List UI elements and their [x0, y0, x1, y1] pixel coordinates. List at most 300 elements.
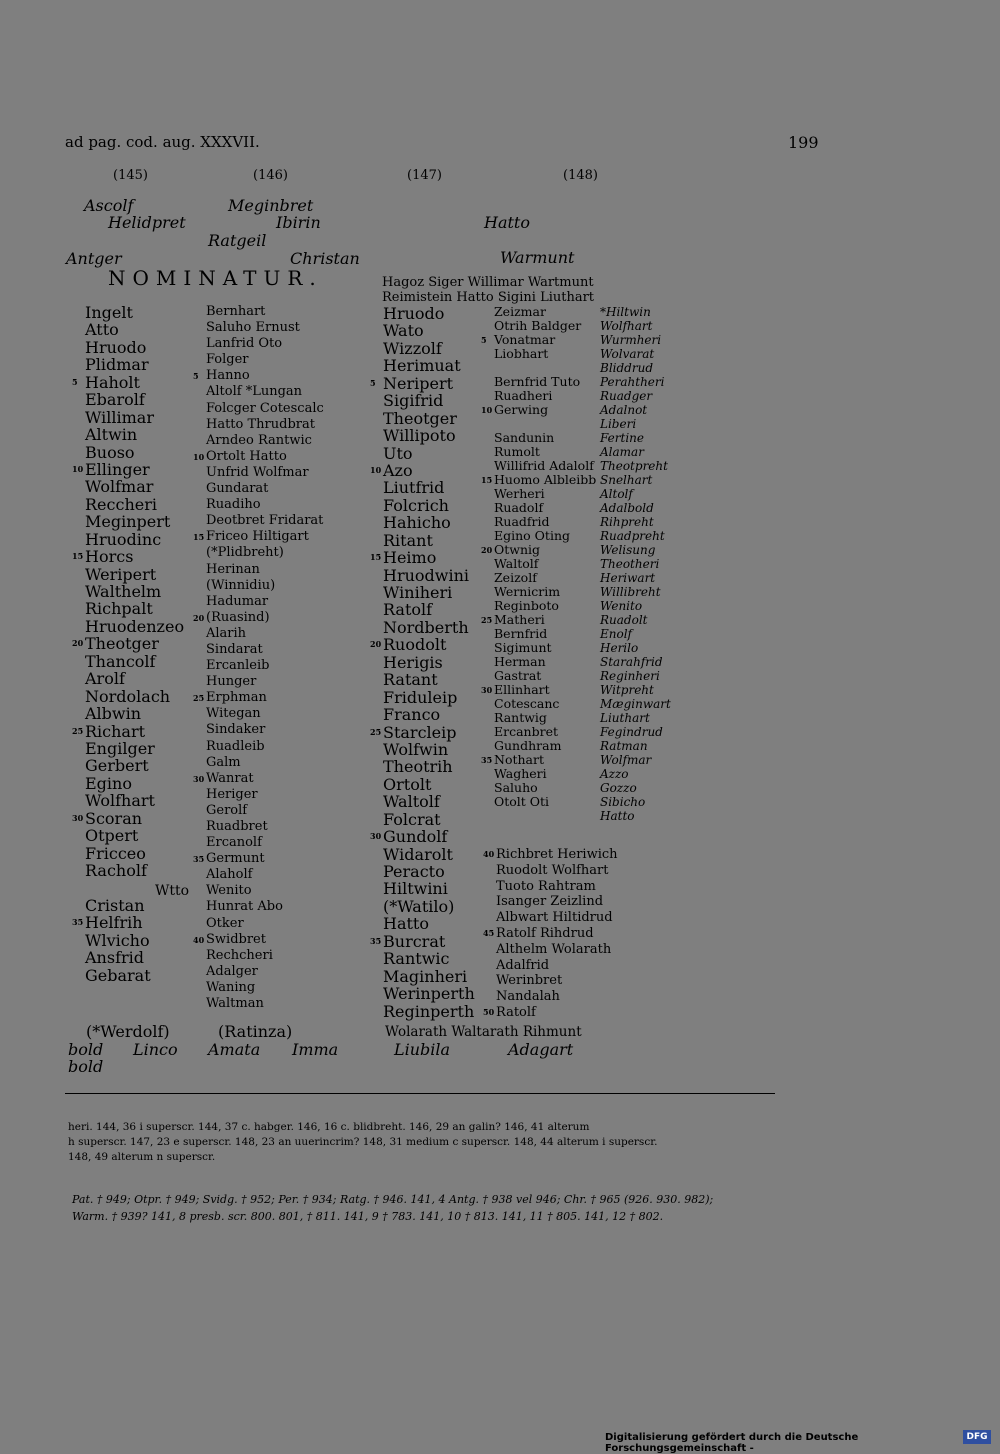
name-row — [206, 417, 324, 433]
name-row — [85, 688, 184, 705]
name-row — [383, 532, 475, 549]
name-text: Scoran — [85, 808, 143, 828]
name-row — [494, 767, 596, 781]
name-text: Egino Oting — [494, 528, 570, 543]
name-row — [496, 958, 618, 974]
line-number: 10 — [193, 451, 205, 462]
name-row: Rihpreht — [600, 515, 654, 529]
name-row — [383, 497, 475, 514]
line-number: 20 — [193, 612, 205, 623]
name-row — [206, 916, 324, 932]
head-hatto: Hatto — [484, 213, 530, 232]
name-text: Alaholf — [206, 867, 253, 883]
name-row: Theotheri — [600, 557, 660, 571]
name-row — [481, 752, 596, 767]
column-number-145: (145) — [113, 168, 148, 183]
line-number: 25 — [370, 726, 382, 737]
name-row — [206, 674, 324, 690]
name-row — [85, 304, 184, 321]
name-text: Egino — [85, 773, 132, 793]
name-row — [383, 706, 475, 723]
name-row — [206, 336, 324, 352]
name-row — [206, 578, 324, 594]
name-row — [206, 996, 324, 1012]
name-text: Sigifrid — [383, 391, 444, 411]
name-text: (Winnidiu) — [206, 577, 276, 593]
name-row — [85, 391, 184, 408]
name-row — [206, 658, 324, 674]
name-row — [85, 513, 184, 530]
name-row — [206, 497, 324, 513]
name-row — [206, 980, 324, 996]
name-text: Ratant — [383, 670, 438, 690]
dfg-credit: Digitalisierung gefördert durch die Deutsche Forschungsgemeinschaft - — [605, 1432, 859, 1454]
name-row — [494, 445, 596, 459]
name-text: Ercanleib — [206, 658, 270, 674]
line-number: 10 — [370, 464, 382, 475]
name-row — [481, 542, 596, 557]
name-text: Altolf *Lungan — [206, 384, 303, 400]
name-text: Uto — [383, 443, 413, 463]
name-row — [494, 305, 596, 319]
name-text: Ruadleib — [206, 738, 265, 754]
name-text: Hiltwini — [383, 879, 448, 899]
name-row — [206, 964, 324, 980]
name-text: Nothart — [494, 752, 544, 767]
column-147-intro — [382, 276, 594, 305]
name-row — [85, 444, 184, 461]
name-row: Heriwart — [600, 571, 656, 585]
name-row — [206, 642, 324, 658]
name-row — [85, 478, 184, 495]
line-number: 5 — [481, 335, 487, 345]
name-text: Wernicrim — [494, 584, 561, 599]
name-text: Hahicho — [383, 513, 451, 533]
footnote-line: h superscr. 147, 23 e superscr. 148, 23 an uuerincrim? 148, 31 medium c superscr. 148, 44 alterum i superscr. — [68, 1136, 658, 1148]
imma-entry: Imma — [292, 1040, 339, 1059]
name-text: Ellinger — [85, 459, 150, 479]
name-row — [494, 375, 596, 389]
name-text: Rechcheri — [206, 947, 273, 963]
line-number: 40 — [193, 934, 205, 945]
name-row — [206, 433, 324, 449]
name-row — [494, 487, 596, 501]
name-text: Horcs — [85, 547, 134, 567]
name-row: Snelhart — [600, 473, 653, 487]
name-row — [481, 682, 596, 697]
name-row — [494, 641, 596, 655]
wolarath-line: Wolarath Waltarath Rihmunt — [385, 1024, 582, 1040]
name-text: Theotrih — [383, 757, 453, 777]
nominatur-heading: NOMINATUR. — [108, 266, 323, 290]
name-text: Ratolf — [383, 600, 433, 620]
name-text: Sigimunt — [494, 640, 552, 655]
name-row: *Hiltwin — [600, 305, 651, 319]
name-row — [483, 1004, 618, 1021]
name-row — [72, 459, 184, 479]
line-number: 30 — [481, 685, 493, 695]
name-text: Ortolt Hatto — [206, 448, 287, 464]
name-row — [370, 635, 475, 655]
name-text: Racholf — [85, 861, 147, 880]
name-row — [494, 557, 596, 571]
name-text: Hunrat Abo — [206, 899, 283, 915]
head-christan: Christan — [290, 249, 360, 268]
name-row — [383, 619, 475, 636]
name-text: Herman — [494, 654, 546, 669]
head-helidpret: Helidpret — [108, 213, 186, 232]
head-ibirin: Ibirin — [276, 213, 321, 232]
line-number: 35 — [370, 935, 382, 946]
name-text: Bernfrid Tuto — [494, 374, 581, 389]
line-number: 15 — [370, 552, 382, 563]
name-text: (*Watilo) — [383, 896, 455, 916]
name-row: Ruadolt — [600, 613, 648, 627]
name-text: Rumolt — [494, 444, 540, 459]
name-row — [193, 448, 324, 465]
name-row — [383, 985, 475, 1002]
name-text: Matheri — [494, 612, 545, 627]
name-text: Franco — [383, 705, 441, 725]
name-row — [383, 880, 475, 897]
name-text: Saluho Ernust — [206, 320, 300, 336]
name-text: Maginheri — [383, 966, 468, 986]
line-number: 25 — [193, 693, 205, 704]
name-row — [72, 547, 184, 567]
line-number: 30 — [72, 812, 84, 823]
name-text: Witegan — [206, 706, 261, 722]
name-text: Germunt — [206, 851, 265, 867]
name-row: Fertine — [600, 431, 644, 445]
name-text: Gebarat — [85, 965, 151, 985]
name-text: Ruadiho — [206, 497, 261, 513]
name-row — [494, 655, 596, 669]
name-row — [85, 967, 184, 984]
name-text: Wolfmar — [85, 477, 154, 497]
name-row — [370, 827, 475, 847]
name-text: Gundolf — [383, 827, 448, 847]
name-row — [85, 496, 184, 513]
line-number: 15 — [72, 551, 84, 562]
footnote-apparatus — [68, 1120, 828, 1165]
name-text: Sandunin — [494, 430, 555, 445]
name-row — [206, 948, 324, 964]
name-row: Adalnot — [600, 403, 648, 417]
name-text: Heriger — [206, 786, 258, 802]
name-text: Folcrich — [383, 495, 449, 515]
name-text: Hanno — [206, 368, 250, 384]
name-row: Fegindrud — [600, 725, 663, 739]
linco-entry: Linco — [133, 1040, 178, 1059]
name-row — [496, 863, 618, 879]
name-row — [206, 803, 324, 819]
name-row — [193, 368, 324, 384]
name-text: Wolfwin — [383, 739, 449, 759]
name-row: Mæginwart — [600, 697, 671, 711]
name-row — [72, 721, 184, 741]
name-text: Reginboto — [494, 598, 559, 613]
name-text: Theotger — [383, 408, 457, 428]
name-row — [383, 1003, 475, 1020]
name-text: Ercanolf — [206, 835, 262, 851]
name-text: Nordberth — [383, 617, 469, 637]
line-number: 30 — [370, 831, 382, 842]
name-row — [370, 548, 475, 568]
name-row — [383, 410, 475, 427]
name-text: Albwart Hiltidrud — [496, 910, 613, 926]
name-row — [85, 827, 184, 844]
name-row — [383, 950, 475, 967]
name-row — [206, 787, 324, 803]
name-text: Hadumar — [206, 593, 269, 609]
name-text: Wolfhart — [85, 791, 155, 811]
name-text: Waltolf — [383, 792, 440, 812]
name-row: Ruadger — [600, 389, 653, 403]
page-number: 199 — [788, 133, 819, 152]
name-text: (*Plidbreht) — [206, 545, 284, 561]
name-row — [383, 601, 475, 618]
name-text: Wenito — [206, 883, 252, 899]
name-row: Wolfhart — [600, 319, 653, 333]
name-row — [72, 372, 184, 392]
name-row — [494, 711, 596, 725]
name-row: Wolvarat — [600, 347, 655, 361]
name-row — [494, 571, 596, 585]
name-text: Alarih — [206, 625, 247, 641]
name-row — [481, 472, 597, 487]
name-text: Starcleip — [383, 722, 457, 742]
name-text: Ruadbret — [206, 819, 268, 834]
name-text: Herinan — [206, 561, 260, 577]
name-text: Theotger — [85, 634, 159, 654]
name-row — [85, 932, 184, 949]
name-row — [206, 722, 324, 738]
line-number: 20 — [481, 545, 493, 555]
name-row — [193, 529, 324, 545]
name-row — [383, 357, 475, 374]
name-text: Arndeo Rantwic — [206, 432, 312, 448]
name-row: Adalbold — [600, 501, 654, 515]
name-row: Enolf — [600, 627, 632, 641]
name-row: Azzo — [600, 767, 629, 781]
line-number: 25 — [72, 725, 84, 736]
dfg-logo: DFG — [963, 1430, 991, 1444]
intro-line: Hagoz Siger Willimar Wartmunt — [382, 275, 594, 290]
name-row — [206, 304, 324, 320]
name-text: Hruodwini — [383, 565, 470, 585]
name-row: Liuthart — [600, 711, 650, 725]
column-147-list — [370, 304, 475, 1021]
name-row — [206, 755, 324, 771]
name-row: Welisung — [600, 543, 656, 557]
name-text: Werinperth — [383, 984, 475, 1004]
name-row — [496, 879, 618, 895]
name-row — [206, 883, 324, 899]
bold-entry: bold — [68, 1040, 104, 1059]
name-text: Herigis — [383, 652, 443, 672]
name-row — [85, 792, 184, 809]
name-row: Hatto — [600, 809, 635, 823]
name-text: Meginpert — [85, 512, 171, 532]
name-text: Hruodo — [383, 304, 445, 323]
name-text: Herimuat — [383, 356, 461, 376]
name-row — [85, 566, 184, 583]
name-row — [383, 811, 475, 828]
name-row — [494, 627, 596, 641]
name-text: Hunger — [206, 674, 257, 690]
name-row — [193, 690, 324, 706]
name-row — [494, 515, 596, 529]
name-text: Unfrid Wolfmar — [206, 464, 309, 480]
name-text: Folcrat — [383, 809, 441, 829]
name-text: Gerolf — [206, 802, 248, 818]
name-text: Gundhram — [494, 738, 562, 753]
column-148-right-list — [600, 305, 671, 823]
name-text: Erphman — [206, 690, 267, 706]
name-row: Herilo — [600, 641, 639, 655]
head-ascolf: Ascolf — [84, 196, 134, 215]
name-text: Neripert — [383, 373, 454, 393]
name-text: Willifrid Adalolf — [494, 458, 594, 473]
name-text: Richbret Heriwich — [496, 847, 618, 862]
name-text: Bernhart — [206, 304, 266, 319]
name-text: Gastrat — [494, 668, 542, 683]
name-text: Atto — [85, 320, 119, 340]
name-row — [85, 339, 184, 356]
line-number: 25 — [481, 615, 493, 625]
name-text: Peracto — [383, 862, 445, 881]
name-row — [494, 389, 596, 403]
name-row: Wenito — [600, 599, 643, 613]
name-row — [85, 321, 184, 338]
adagart-entry: Adagart — [508, 1040, 574, 1059]
name-row — [85, 740, 184, 757]
name-row — [496, 910, 618, 926]
name-row — [383, 898, 475, 915]
name-row — [481, 402, 596, 417]
name-row — [85, 862, 184, 879]
name-row — [483, 925, 618, 942]
name-row — [85, 356, 184, 373]
name-row — [72, 808, 184, 828]
name-text: Ritant — [383, 530, 433, 550]
name-row — [496, 894, 618, 910]
name-text: Friceo Hiltigart — [206, 529, 309, 545]
name-text: Ratolf Rihdrud — [496, 925, 594, 941]
name-text: Werheri — [494, 486, 545, 501]
name-row: Liberi — [600, 417, 637, 431]
line-number: 50 — [483, 1006, 495, 1017]
name-text: Ellinhart — [494, 682, 550, 697]
name-row — [206, 481, 324, 497]
line-number: 15 — [481, 475, 493, 485]
name-text: Friduleip — [383, 687, 458, 707]
name-text: Otrih Baldger — [494, 318, 582, 333]
name-row — [383, 305, 475, 322]
name-row: Sibicho — [600, 795, 646, 809]
name-row — [72, 634, 184, 654]
name-text: Rantwic — [383, 949, 450, 969]
name-row — [206, 835, 324, 851]
name-row — [494, 459, 596, 473]
name-row — [383, 567, 475, 584]
name-row — [383, 584, 475, 601]
running-header: ad pag. cod. aug. XXXVII. — [65, 133, 260, 151]
head-antger: Antger — [66, 249, 122, 268]
name-text: Fricceo — [85, 843, 146, 863]
name-row: Willibreht — [600, 585, 661, 599]
name-text: Burcrat — [383, 931, 446, 951]
werdolf-entry: (*Werdolf) — [86, 1022, 170, 1041]
name-row — [206, 545, 324, 561]
name-row — [85, 583, 184, 600]
name-text: Deotbret Fridarat — [206, 513, 324, 529]
line-number: 15 — [193, 532, 205, 543]
name-row — [494, 501, 596, 515]
name-row — [383, 445, 475, 462]
name-text: Otwnig — [494, 542, 541, 557]
name-text: Altwin — [85, 425, 138, 445]
name-text: Willimar — [85, 407, 154, 427]
column-148-lower-list — [483, 847, 618, 1021]
name-row — [383, 863, 475, 880]
name-row — [85, 897, 184, 914]
name-text: Otker — [206, 915, 244, 931]
name-row — [85, 949, 184, 966]
footnote-line: heri. 144, 36 i superscr. 144, 37 c. habger. 146, 16 c. blidbreht. 146, 29 an galin? 146, 41 alterum — [68, 1121, 590, 1133]
name-text: Thancolf — [85, 651, 156, 671]
line-number: 30 — [193, 773, 205, 784]
name-row — [206, 819, 324, 835]
head-warmunt: Warmunt — [500, 248, 575, 267]
name-row — [494, 669, 596, 683]
name-text: Ruadheri — [494, 388, 553, 403]
name-row — [206, 513, 324, 529]
name-text: Hatto — [383, 914, 429, 934]
name-row — [483, 847, 618, 863]
name-row — [383, 671, 475, 688]
name-row: Bliddrud — [600, 361, 654, 375]
name-row — [383, 915, 475, 932]
column-number-147: (147) — [407, 168, 442, 183]
name-text: Nandalah — [496, 989, 560, 1005]
name-text: Ratolf — [496, 1004, 536, 1020]
name-row — [494, 431, 596, 445]
name-row — [494, 697, 596, 711]
name-text: Richart — [85, 721, 146, 741]
name-row — [496, 989, 618, 1005]
name-row: Theotpreht — [600, 459, 668, 473]
name-text: Wagheri — [494, 766, 547, 781]
name-row — [85, 845, 184, 862]
name-text: Folger — [206, 352, 249, 368]
name-row — [494, 739, 596, 753]
name-text: Helfrih — [85, 913, 143, 933]
name-text: Swidbret — [206, 931, 266, 947]
name-row — [494, 361, 596, 375]
name-text: Ansfrid — [85, 948, 144, 968]
footnote-line: Pat. † 949; Otpr. † 949; Svidg. † 952; Per. † 934; Ratg. † 946. 141, 4 Antg. † 938 vel 946; Chr. † 965 (926. 930. 982); — [72, 1193, 714, 1206]
intro-line: Reimistein Hatto Sigini Liuthart — [382, 289, 595, 305]
amata-entry: Amata — [208, 1040, 261, 1059]
name-text: Lanfrid Oto — [206, 336, 283, 352]
name-text: Willipoto — [383, 426, 456, 446]
name-row — [494, 599, 596, 613]
name-text: Haholt — [85, 372, 140, 392]
name-text: Reccheri — [85, 494, 157, 514]
name-text: Ebarolf — [85, 390, 145, 410]
name-text: Ortolt — [383, 774, 432, 794]
